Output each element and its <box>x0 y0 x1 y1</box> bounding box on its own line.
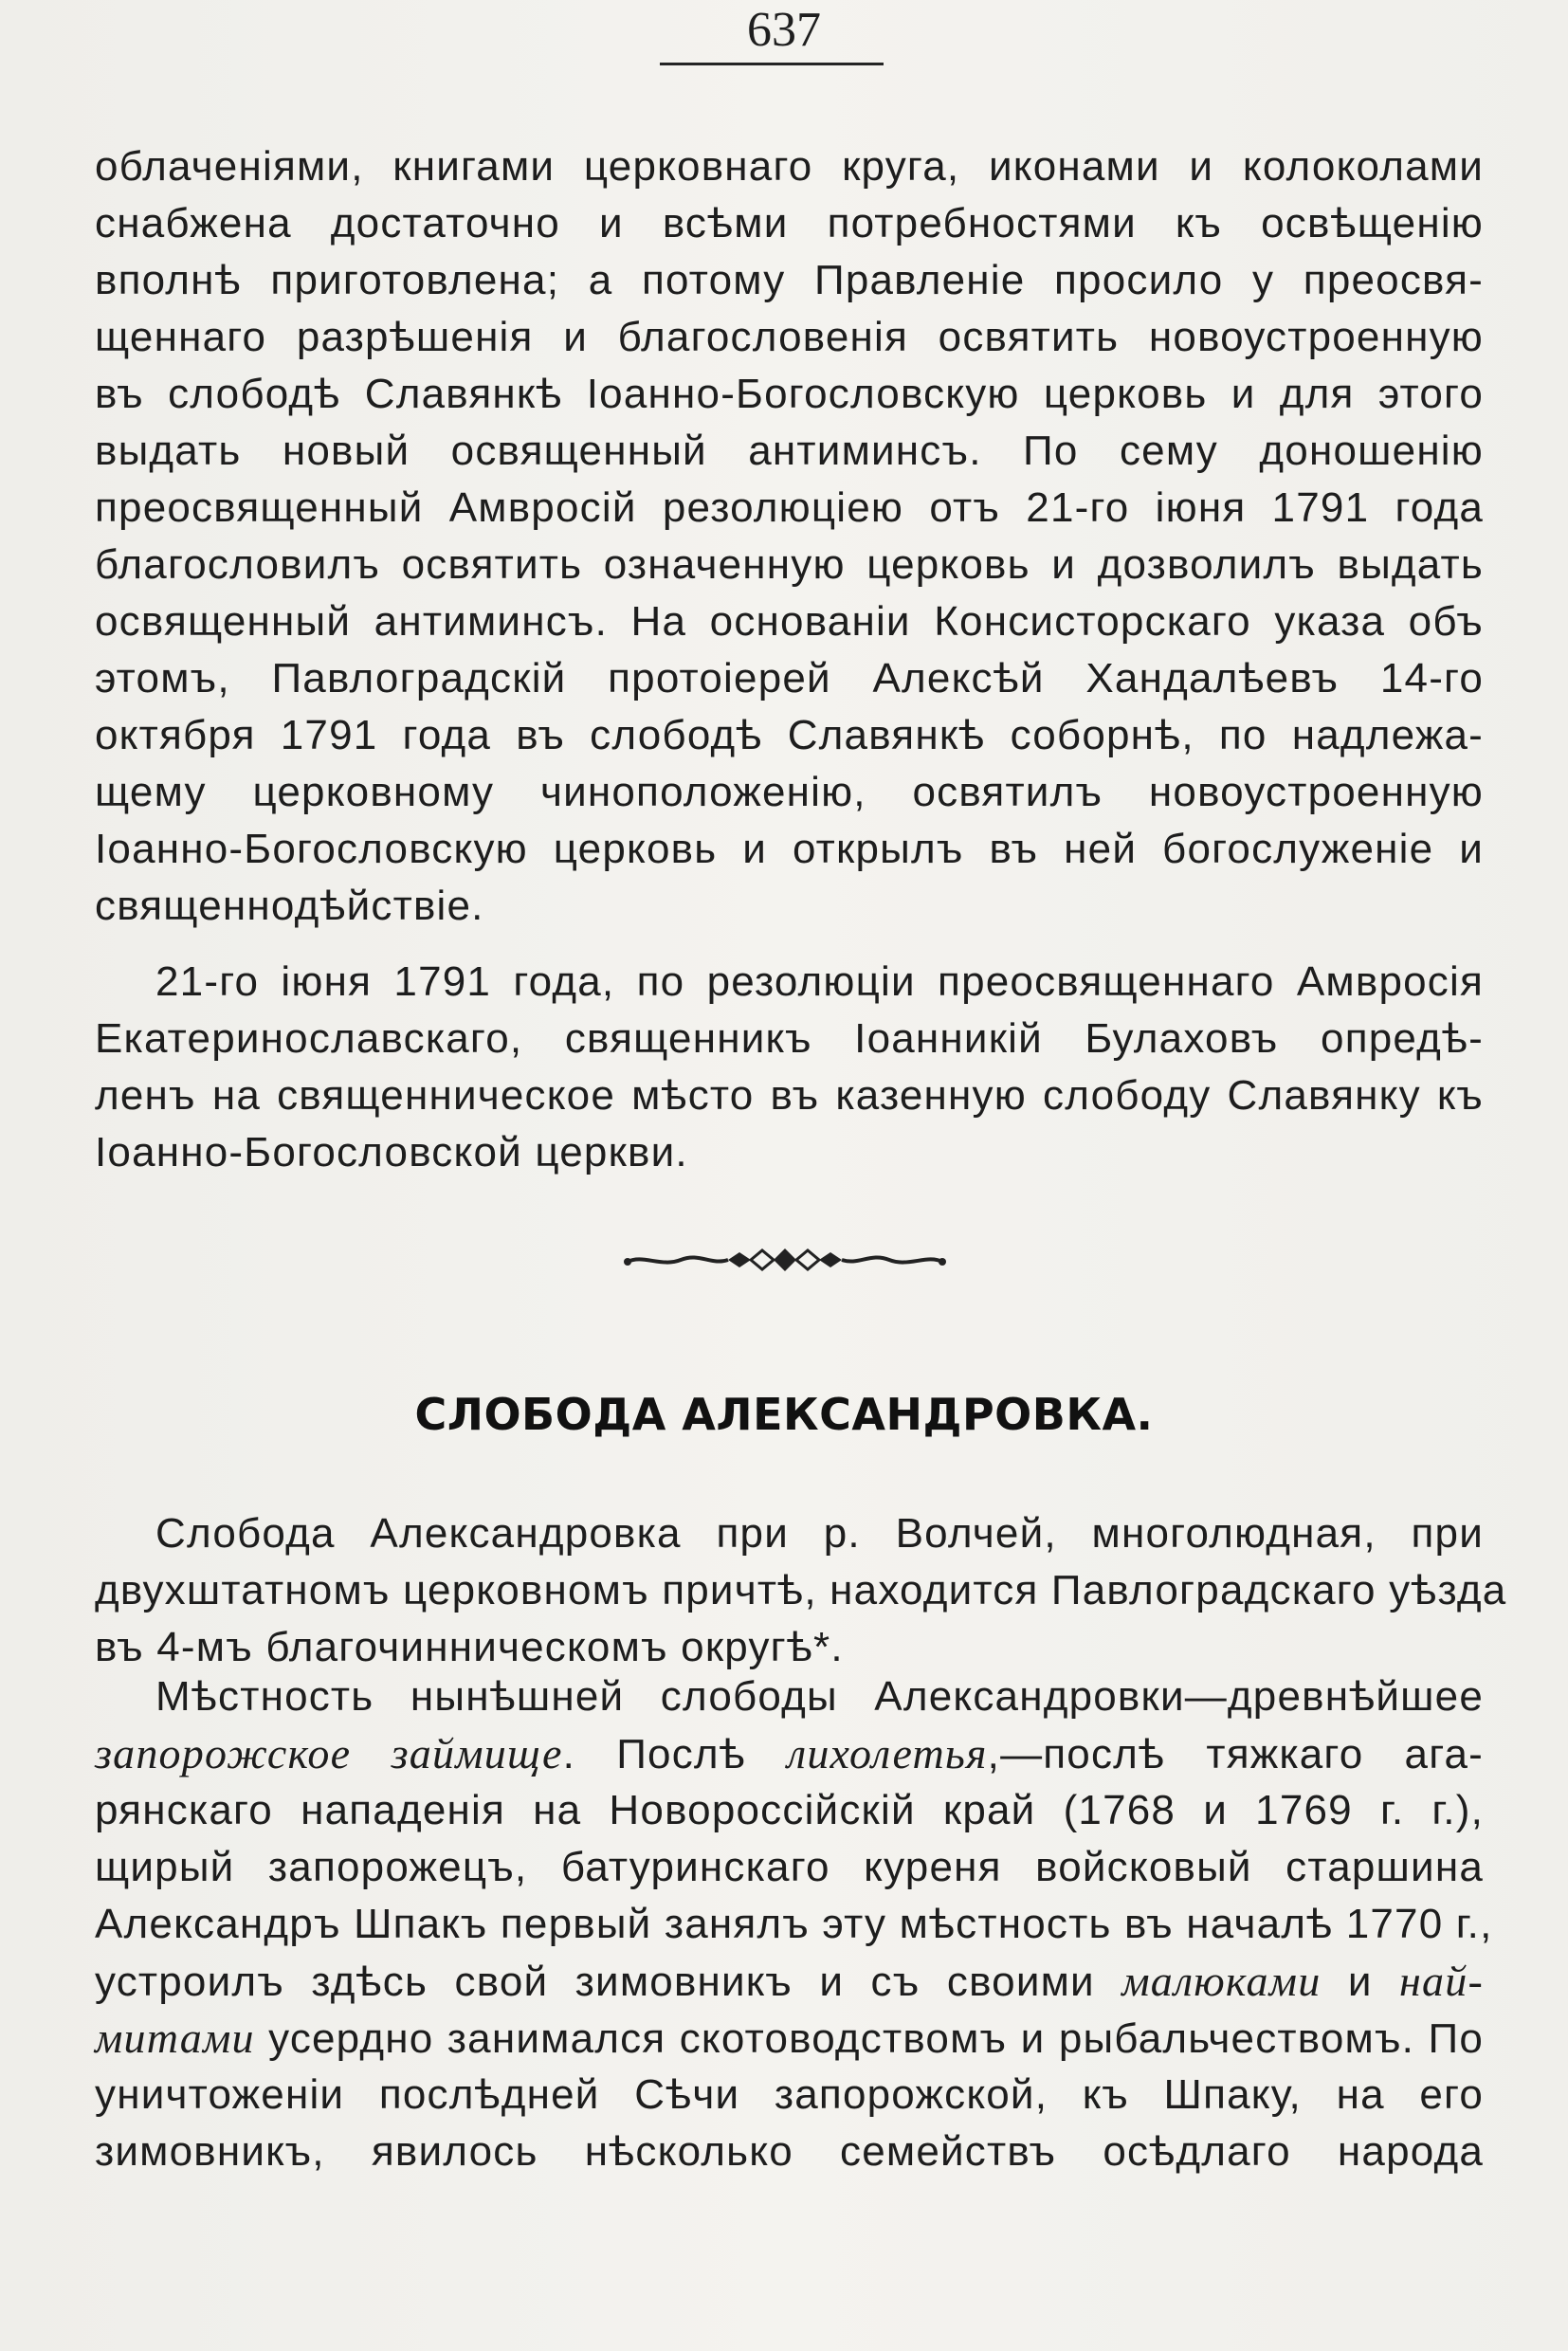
text-line: облаченіями, книгами церковнаго круга, иконами и колоколами <box>95 143 1484 190</box>
italic-term: митами <box>95 2014 255 2062</box>
text-line: зимовникъ, явилось нѣсколько семействъ осѣдлаго народа <box>95 2128 1484 2175</box>
text-fragment: и <box>1321 1959 1400 2005</box>
text-line: Слобода Александровка при р. Волчей, многолюдная, при <box>155 1510 1484 1557</box>
paragraph-appointment <box>95 954 1484 1181</box>
text-line: щеннаго разрѣшенія и благословенія освятить новоустроенную <box>95 314 1484 360</box>
text-line-mixed <box>95 1725 1484 1782</box>
text-line: въ слободѣ Славянкѣ Іоанно-Богословскую церковь и для этого <box>95 371 1484 417</box>
text-line: щирый запорожецъ, батуринскаго куреня войсковый старшина <box>95 1844 1484 1890</box>
paragraph-consecration <box>95 138 1484 935</box>
page-number-rule <box>660 63 884 65</box>
text-line: священнодѣйствіе. <box>95 883 484 929</box>
text-fragment: усердно занимался скотоводствомъ и рыбальчествомъ. По <box>254 2015 1484 2062</box>
section-heading: СЛОБОДА АЛЕКСАНДРОВКА. <box>414 1389 1154 1440</box>
text-fragment: устроилъ здѣсь свой зимовникъ и съ своими <box>95 1959 1122 2005</box>
text-line: Александръ Шпакъ первый занялъ эту мѣстность въ началѣ 1770 г., <box>95 1901 1493 1947</box>
text-line: уничтоженіи послѣдней Сѣчи запорожской, къ Шпаку, на его <box>95 2071 1484 2118</box>
text-line: Мѣстность нынѣшней слободы Александровки—древнѣйшее <box>155 1673 1484 1720</box>
text-line: преосвященный Амвросій резолюціею отъ 21-го іюня 1791 года <box>95 484 1484 531</box>
italic-term: запорожское займище <box>95 1729 563 1777</box>
italic-term: лихолетья <box>787 1729 988 1777</box>
text-line: рянскаго нападенія на Новороссійскій край (1768 и 1769 г. г.), <box>95 1787 1484 1833</box>
italic-term: най- <box>1399 1957 1484 2005</box>
text-line: благословилъ освятить означенную церковь и дозволилъ выдать <box>95 541 1484 588</box>
text-line: Іоанно-Богословской церкви. <box>95 1129 688 1176</box>
text-line: этомъ, Павлоградскій протоіерей Алексѣй Хандалѣевъ 14-го <box>95 655 1484 702</box>
text-line-mixed <box>95 2010 1484 2067</box>
text-line: въ 4-мъ благочинническомъ округѣ*. <box>95 1624 844 1670</box>
italic-term: малюками <box>1121 1957 1322 2005</box>
page-number: 637 <box>747 3 821 57</box>
text-line: снабжена достаточно и всѣми потребностями къ освѣщенію <box>95 200 1484 246</box>
paragraph-location <box>95 1505 1507 1676</box>
text-line: Іоанно-Богословскую церковь и открылъ въ ней богослуженіе и <box>95 826 1484 872</box>
text-line: выдать новый освященный антиминсъ. По сему доношенію <box>95 428 1484 474</box>
text-line-mixed <box>95 1953 1484 2010</box>
text-line: освященный антиминсъ. На основаніи Консисторскаго указа объ <box>95 598 1484 645</box>
paragraph-history <box>95 1668 1493 2180</box>
text-line: октября 1791 года въ слободѣ Славянкѣ соборнѣ, по надлежа- <box>95 712 1484 758</box>
text-fragment: ,—послѣ тяжкаго ага- <box>987 1731 1485 1777</box>
text-fragment: . Послѣ <box>562 1731 788 1777</box>
text-line: ленъ на священническое мѣсто въ казенную слободу Славянку къ <box>95 1072 1484 1119</box>
text-line: двухштатномъ церковномъ причтѣ, находится Павлоградскаго уѣзда <box>95 1567 1507 1613</box>
text-line: щему церковному чиноположенію, освятилъ новоустроенную <box>95 769 1484 815</box>
text-line: вполнѣ приготовлена; а потому Правленіе просило у преосвя- <box>95 257 1484 303</box>
text-line: Екатеринославскаго, священникъ Іоанникій Булаховъ опредѣ- <box>95 1015 1484 1062</box>
text-line: 21-го іюня 1791 года, по резолюціи преосвященнаго Амвросія <box>155 958 1484 1005</box>
decorative-divider-ornament-icon <box>624 1237 946 1283</box>
